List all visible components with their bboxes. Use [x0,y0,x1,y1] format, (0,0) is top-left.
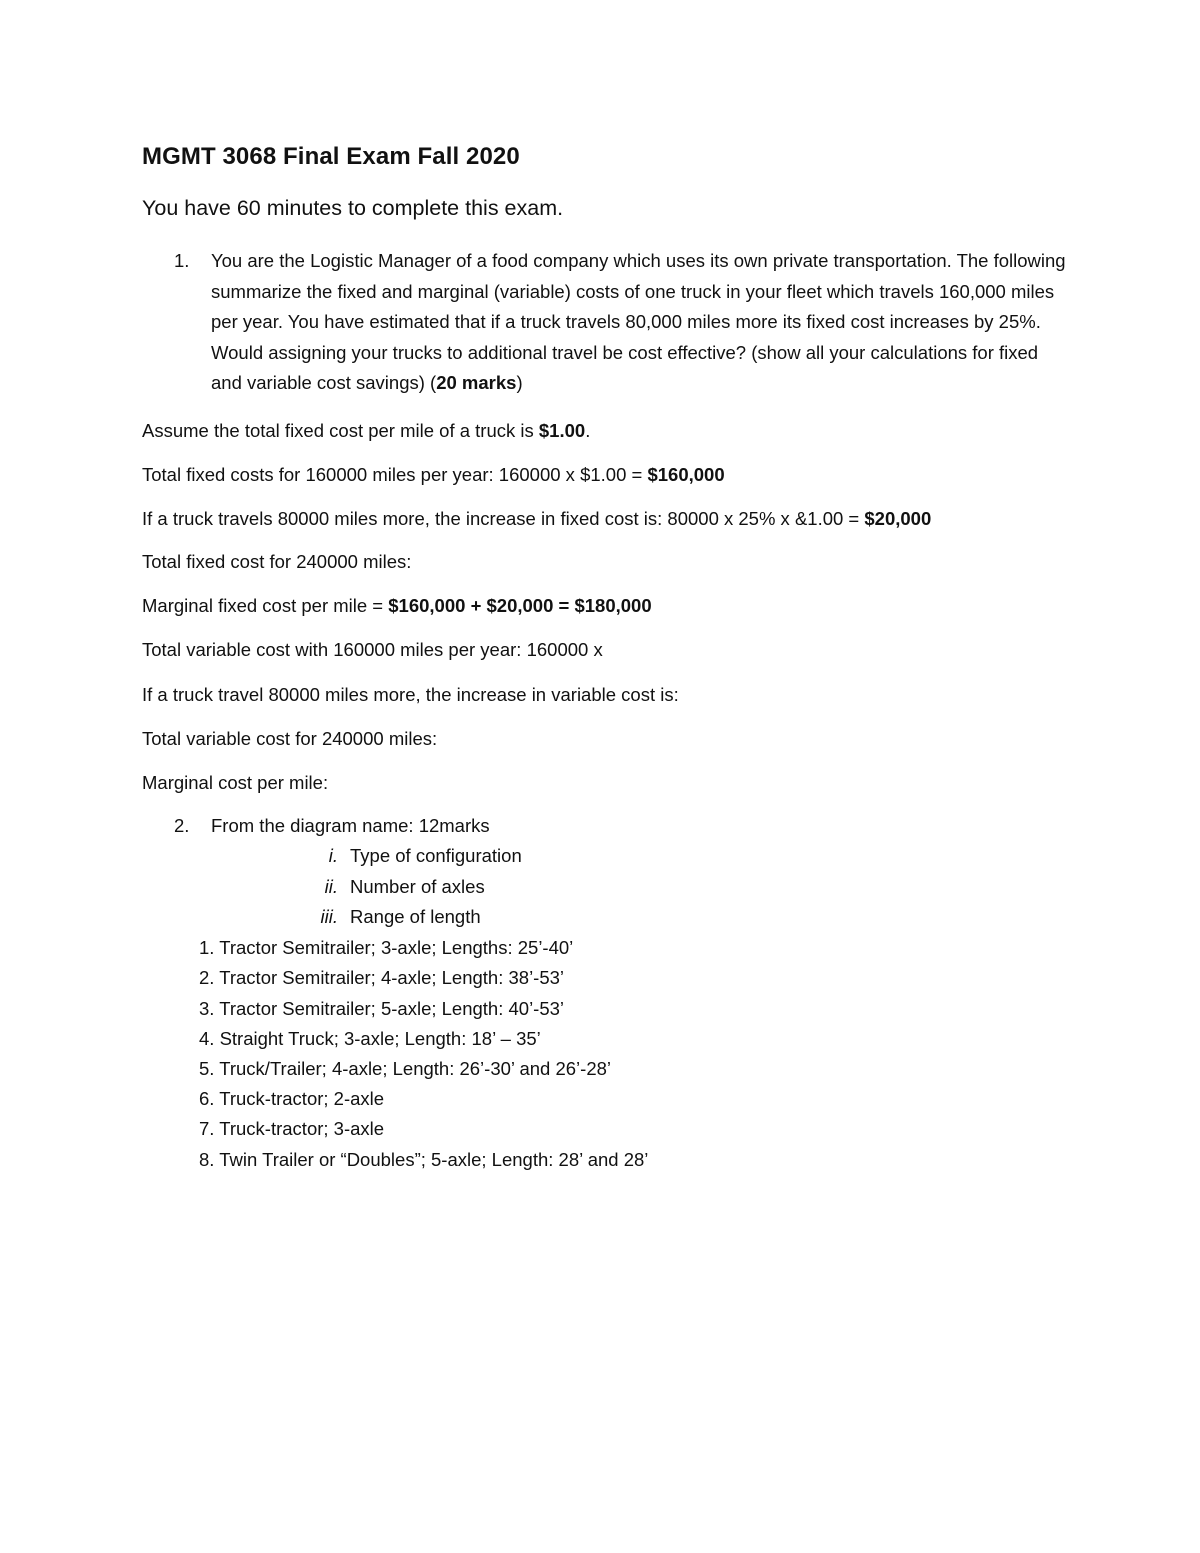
question-1-number: 1. [174,250,190,271]
answer-line-9: Marginal cost per mile: [142,772,329,793]
answer-item: 5. Truck/Trailer; 4-axle; Length: 26’-30’ and 26’-28’ [199,1058,612,1079]
question-1-text: You are the Logistic Manager of a food company which uses its own private transportation. The following summarize the fixed and marginal (variable) costs of one truck in your fleet which travels 160,000 miles per year. You have estimated that if a truck travels 80,000 miles more its fixed cost increases by 25%. Would assigning your trucks to additional travel be cost effective? (show all your calculations for fixed and variable cost savings) (20 marks) [211,250,1066,393]
answer-item: 3. Tractor Semitrailer; 5-axle; Length: 40’-53’ [199,998,565,1019]
question-1-marks: 20 marks [436,372,517,393]
answer-item: 4. Straight Truck; 3-axle; Length: 18’ – 35’ [199,1028,541,1049]
question-1 [174,246,1074,399]
answer-item: 6. Truck-tractor; 2-axle [199,1088,385,1109]
exam-page: MGMT 3068 Final Exam Fall 2020 You have 60 minutes to complete this exam. 1. You are the Logistic Manager of a food company which uses its own private transportation. The following summarize the fixed and marginal (variable) costs of one truck in your fleet which travels 160,000 miles per year. You have estimated that if a truck travels 80,000 miles more its fixed cost increases by 25%. Would assigning your trucks to additional travel be cost effective? (show all your calculations for fixed and variable cost savings) (20 marks) Assume the total fixed cost per mile of a truck is $1.00. Total fixed costs for 160000 miles per year: 160000 x $1.00 = $160,000 If a truck travels 80000 miles more, the increase in fixed cost is: 80000 x 25% x &1.00 = $20,000 Total fixed cost for 240000 miles: Marginal fixed cost per mile = $160,000 + $20,000 = $180,000 Total variable cost with 160000 miles per year: 160000 x If a truck travel 80000 miles more, the increase in variable cost is: Total variable cost for 240000 miles: Marginal cost per mile: 2. From the diagram name: 12marks i. Type of configuration ii. Number of axles iii. Range of length 1. Tractor Semitrailer; 3-axle; Lengths: 25’-40’ 2. Tractor Semitrailer; 4-axle; Length: 38’-53’ 3. Tractor Semitrailer; 5-axle; Length: 40’-53’ 4. Straight Truck; 3-axle; Length: 18’ – 35’ 5. Truck/Trailer; 4-axle; Length: 26’-30’ and 26’-28’ 6. Truck-tractor; 2-axle 7. Truck-tractor; 3-axle 8. Twin Trailer or “Doubles”; 5-axle; Length: 28’ and 28’ [0,0,1200,1553]
answer-line-8: Total variable cost for 240000 miles: [142,728,438,749]
question-2-number: 2. [174,815,190,836]
answer-item: 8. Twin Trailer or “Doubles”; 5-axle; Length: 28’ and 28’ [199,1149,649,1170]
answer-item: 1. Tractor Semitrailer; 3-axle; Lengths: 25’-40’ [199,937,574,958]
answer-line-6: Total variable cost with 160000 miles per year: 160000 x [142,639,603,660]
answer-line-1: Assume the total fixed cost per mile of a truck is $1.00. [142,420,591,441]
answer-item: 7. Truck-tractor; 3-axle [199,1118,385,1139]
exam-subtitle: You have 60 minutes to complete this exam. [142,196,564,220]
answer-line-7: If a truck travel 80000 miles more, the increase in variable cost is: [142,684,679,705]
answer-line-3: If a truck travels 80000 miles more, the increase in fixed cost is: 80000 x 25% x &1.00 = $20,000 [142,508,932,529]
answer-item: 2. Tractor Semitrailer; 4-axle; Length: 38’-53’ [199,967,565,988]
page-title: MGMT 3068 Final Exam Fall 2020 [142,143,520,170]
question-2-text: From the diagram name: 12marks [211,815,490,836]
answer-line-2: Total fixed costs for 160000 miles per year: 160000 x $1.00 = $160,000 [142,464,725,485]
answer-line-4: Total fixed cost for 240000 miles: [142,551,412,572]
answer-line-5: Marginal fixed cost per mile = $160,000 + $20,000 = $180,000 [142,595,652,616]
